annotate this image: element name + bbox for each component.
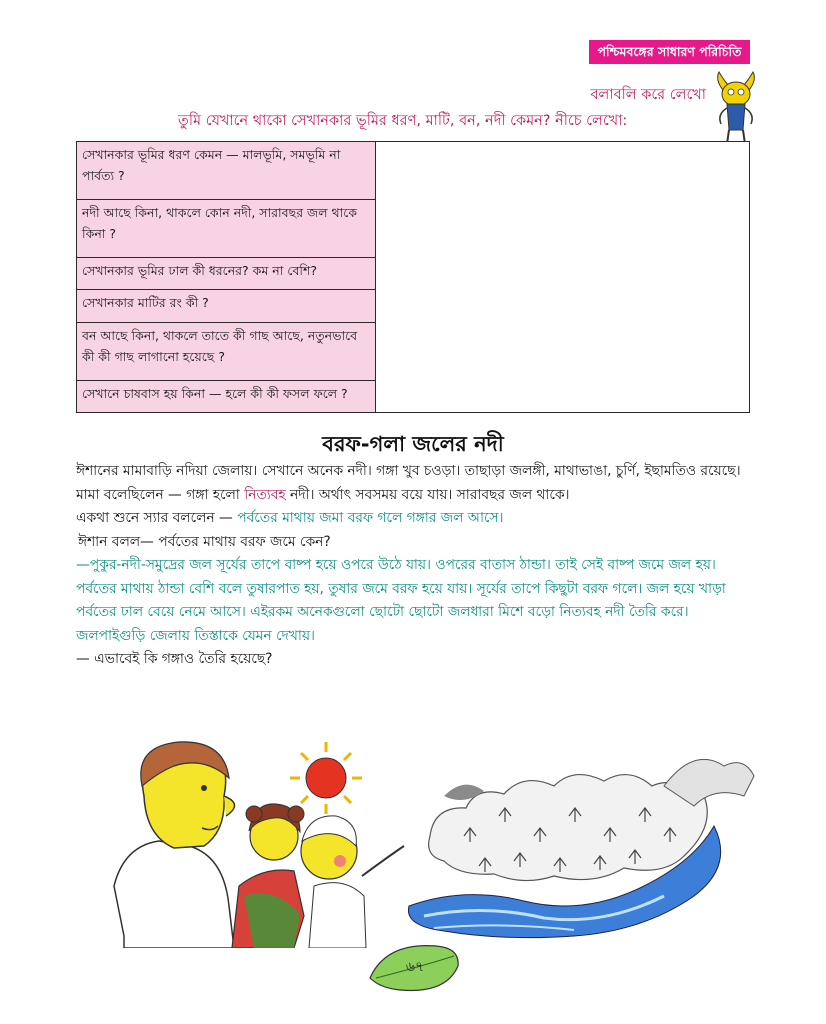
text-span: একথা শুনে স্যার বললেন — bbox=[76, 510, 238, 526]
highlighted-text: পর্বতের মাথায় জমা বরফ গলে গঙ্গার জল আসে। bbox=[237, 510, 504, 526]
question-cell: সেখানকার ভূমির ধরণ কেমন — মালভূমি, সমভূমি না পার্বত্য ? bbox=[77, 142, 376, 200]
text-span: নদী। অর্থাৎ সবসময় বয়ে যায়। সারাবছর জল থাকে। bbox=[285, 486, 570, 503]
paragraph: ঈশানের মামাবাড়ি নদিয়া জেলায়। সেখানে অনেক নদী। গঙ্গা খুব চওড়া। তাছাড়া জলঙ্গী, মাথাভাঙা, চুর্ণি, ইছামতিও রয়েছে। bbox=[76, 463, 741, 479]
section-title: বরফ-গলা জলের নদী bbox=[322, 432, 504, 456]
paragraph: ঈশান বলল— পর্বতের মাথায় বরফ জমে কেন? bbox=[78, 533, 331, 550]
teacher-figure bbox=[114, 841, 234, 948]
answer-area[interactable] bbox=[376, 142, 750, 413]
chapter-header-badge: পশ্চিমবঙ্গের সাধারণ পরিচিতি bbox=[589, 40, 750, 64]
activity-instruction: তুমি যেখানে থাকো সেখানকার ভূমির ধরণ, মাটি, বন, নদী কেমন? নীচে লেখো: bbox=[178, 113, 628, 129]
text-span: মামা বলেছিলেন — গঙ্গা হলো bbox=[76, 486, 245, 503]
paragraph bbox=[76, 507, 756, 531]
page-number: ৬৭ bbox=[405, 959, 425, 975]
question-cell: সেখানকার মাটির রং কী ? bbox=[77, 290, 376, 322]
survey-table bbox=[76, 141, 750, 413]
sun-icon bbox=[290, 742, 362, 814]
story-text bbox=[76, 460, 756, 672]
question-cell: বন আছে কিনা, থাকলে তাতে কী গাছ আছে, নতুনভাবে কী কী গাছ লাগানো হয়েছে ? bbox=[77, 322, 376, 380]
story-illustration bbox=[104, 736, 764, 948]
highlighted-term: নিত্যবহ bbox=[244, 486, 286, 503]
question-cell: সেখানকার ভূমির ঢাল কী ধরনের? কম না বেশি? bbox=[77, 258, 376, 290]
paragraph bbox=[76, 484, 756, 508]
question-cell: সেখানে চাষবাস হয় কিনা — হলে কী কী ফসল ফলে ? bbox=[77, 380, 376, 412]
question-cell: নদী আছে কিনা, থাকলে কোন নদী, সারাবছর জল থাকে কিনা ? bbox=[77, 200, 376, 258]
paragraph: — এভাবেই কি গঙ্গাও তৈরি হয়েছে? bbox=[76, 651, 273, 667]
mascot-illustration bbox=[713, 70, 759, 148]
activity-title: বলাবলি করে লেখো bbox=[590, 87, 706, 103]
paragraph: —পুকুর-নদী-সমুদ্রের জল সূর্যের তাপে বাষ্প হয়ে ওপরে উঠে যায়। ওপরের বাতাস ঠান্ডা। তাই সেই বাষ্প জমে জল হয়। পর্বতের মাথায় ঠান্ডা বেশি বলে তুষারপাত হয়, তুষার জমে বরফ হয়ে যায়। সূর্যের তাপে কিছুটা বরফ গলে। জল হয়ে খাড়া পর্বতের ঢাল বেয়ে নেমে আসে। এইরকম অনেকগুলো ছোটো ছোটো জলধারা মিশে বড়ো নিত্যবহ নদী তৈরি করে। জলপাইগুড়ি জেলায় তিস্তাকে যেমন দেখায়। bbox=[76, 557, 726, 644]
table-row bbox=[77, 142, 750, 200]
